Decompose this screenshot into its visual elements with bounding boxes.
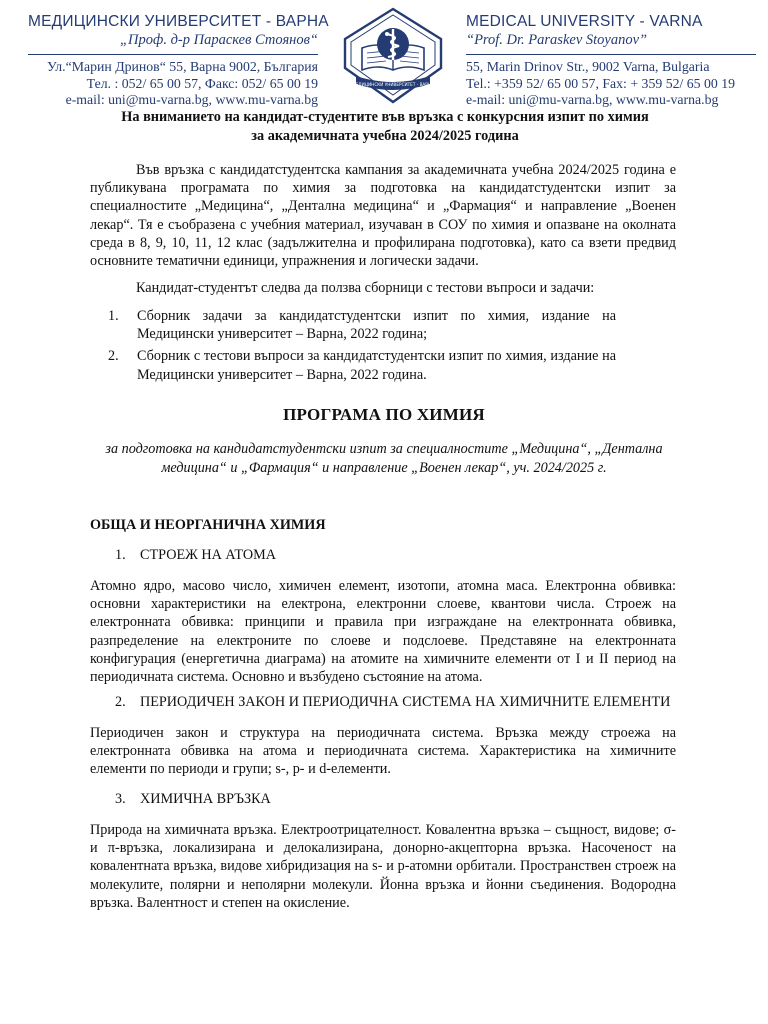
list-item-number: 2. xyxy=(108,348,119,365)
topic-body: Природа на химичната връзка. Електроотрицателност. Ковалентна връзка – същност, видове; σ- и π-връзка, локализирана и делокализирана, донорно-акцепторна връзка. Насоченост на ковалентната връзка, видове хибридизация на s- и p-атомни орбитали. Пространствен строеж на молекулите, полярни и неполярни молекули. Йонна връзка и йонни съединения. Водородна връзка. Валентност и степен на окисление. xyxy=(90,822,676,911)
topic-number: 3. xyxy=(115,791,126,807)
list-item xyxy=(108,307,616,343)
university-patron-bg: „Проф. д-р Параскев Стоянов“ xyxy=(119,32,318,48)
university-patron-en: “Prof. Dr. Paraskev Stoyanov” xyxy=(466,32,648,48)
letterhead xyxy=(0,0,768,108)
topic-heading xyxy=(115,694,670,711)
email-en: e-mail: uni@mu-varna.bg, www.mu-varna.bg xyxy=(466,92,719,107)
address-en: 55, Marin Drinov Str., 9002 Varna, Bulgaria xyxy=(466,59,710,74)
letterhead-divider xyxy=(466,54,756,55)
program-subtitle: за подготовка на кандидатстудентски изпит за специалностите „Медицина“, „Дентална медицина“ и „Фармация“ и направление „Военен лекар“, уч. 2024/2025 г. xyxy=(105,441,663,476)
books-intro-paragraph: Кандидат-студентът следва да ползва сборници с тестови въпроси и задачи: xyxy=(136,280,595,296)
topic-title: СТРОЕЖ НА АТОМА xyxy=(140,547,276,563)
letterhead-en-block xyxy=(466,12,756,109)
notice-title-line: На вниманието на кандидат-студентите във връзка с конкурсния изпит по химия xyxy=(121,109,649,125)
list-item xyxy=(108,347,616,383)
topic-heading xyxy=(115,791,271,808)
topic-body: Периодичен закон и структура на периодичната система. Връзка между строежа на електронната обвивка на атома и периодичната система. Характеристика на химичните елементи по периоди и групи; s-, p- и d-елементи. xyxy=(90,725,676,778)
university-name-en: MEDICAL UNIVERSITY - VARNA xyxy=(466,13,703,30)
letterhead-bg-block xyxy=(28,12,329,109)
intro-paragraph: Във връзка с кандидатстудентска кампания за академичната учебна 2024/2025 година е публикувана програмата по химия за подготовка на кандидатстудентски изпит за специалностите „Медицина“, „Дентална медицина“ и „Фармация“ и направление „Военен лекар“. Тя е съобразена с учебния материал, изучаван в СОУ по химия и опазване на околната среда в 8, 9, 10, 11, 12 клас (задължителна и профилирана подготовка), като са взети предвид основните тематични единици, упражнения и логически задачи. xyxy=(90,162,676,270)
email-bg: e-mail: uni@mu-varna.bg, www.mu-varna.bg xyxy=(65,92,318,107)
university-name-bg: МЕДИЦИНСКИ УНИВЕРСИТЕТ - ВАРНА xyxy=(28,13,329,30)
topic-title: ХИМИЧНА ВРЪЗКА xyxy=(140,791,271,807)
topic-title: ПЕРИОДИЧЕН ЗАКОН И ПЕРИОДИЧНА СИСТЕМА НА ХИМИЧНИТЕ ЕЛЕМЕНТИ xyxy=(140,694,671,710)
list-item-text: Сборник задачи за кандидатстудентски изпит по химия, издание на Медицински университет – Варна, 2022 година; xyxy=(137,308,616,343)
topic-number: 1. xyxy=(115,547,126,563)
books-list xyxy=(108,307,616,388)
topic-heading xyxy=(115,547,276,564)
program-title: ПРОГРАМА ПО ХИМИЯ xyxy=(283,405,485,424)
letterhead-divider xyxy=(28,54,318,55)
topic-body: Атомно ядро, масово число, химичен елемент, изотопи, атомна маса. Електронна обвивка: основни характеристики на електрона, електронни слоеве, квантови числа. Строеж на електронната обвивка: принципи и правила при изграждане на електронната обвивка, разпределение на електроните по слоеве и подслоеве. Представяне на електронната конфигурация (енергетична диаграма) на атомите на химичните елементи от I и II период на периодичната система. Основно и възбудено състояние на атома. xyxy=(90,578,676,686)
topic-number: 2. xyxy=(115,694,126,710)
notice-title xyxy=(90,108,680,146)
section-heading: ОБЩА И НЕОРГАНИЧНА ХИМИЯ xyxy=(90,517,326,533)
address-bg: Ул.“Марин Дринов“ 55, Варна 9002, България xyxy=(47,59,318,74)
notice-title-line: за академичната учебна 2024/2025 година xyxy=(251,128,519,144)
phone-bg: Тел. : 052/ 65 00 57, Факс: 052/ 65 00 19 xyxy=(86,75,318,91)
list-item-number: 1. xyxy=(108,308,119,324)
list-item-text: Сборник с тестови въпроси за кандидатстудентски изпит по химия, издание на Медицински университет – Варна, 2022 година. xyxy=(137,348,616,383)
university-crest-icon xyxy=(338,6,448,106)
svg-text:МЕДИЦИНСКИ УНИВЕРСИТЕТ - ВАРНА: МЕДИЦИНСКИ УНИВЕРСИТЕТ - ВАРНА xyxy=(352,82,434,87)
phone-en: Tel.: +359 52/ 65 00 57, Fax: + 359 52/ 65 00 19 xyxy=(466,75,736,91)
